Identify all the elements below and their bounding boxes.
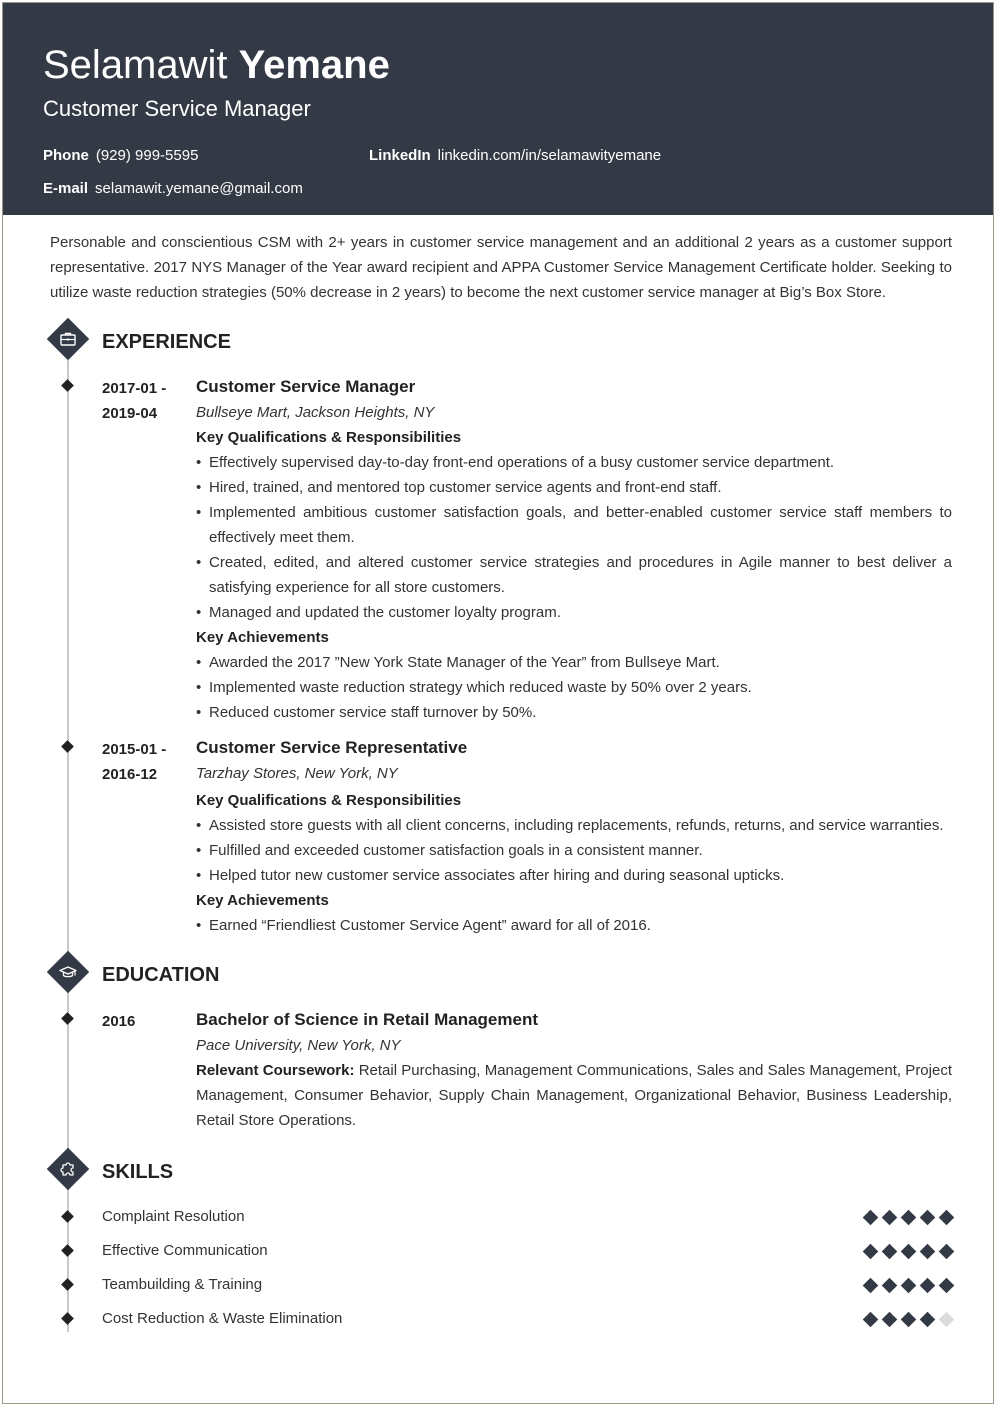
rating-diamond-filled [882, 1278, 898, 1294]
skill-name: Cost Reduction & Waste Elimination [102, 1310, 343, 1327]
rating-diamond-filled [939, 1244, 955, 1260]
skill-rating [863, 1210, 955, 1224]
list-item: • Implemented waste reduction strategy which reduced waste by 50% over 2 years. [196, 675, 952, 700]
rating-diamond-empty [939, 1312, 955, 1328]
summary: Personable and conscientious CSM with 2+ years in customer service management and an additional 2 years as a customer support representative. 2017 NYS Manager of the Year award recipient and APPA Customer Service Management Certificate holder. Seeking to utilize waste reduction strategies (50% decrease in 2 years) to become the next customer service manager at Big’s Box Store. [50, 234, 952, 301]
skill-rating [863, 1244, 955, 1258]
linkedin-label: LinkedIn [369, 147, 431, 164]
date-end: 2019-04 [102, 405, 158, 422]
ach-list [196, 913, 952, 938]
skill-name: Complaint Resolution [102, 1208, 245, 1225]
job-entry [196, 373, 952, 725]
skill-rating [863, 1312, 955, 1326]
rating-diamond-filled [901, 1244, 917, 1260]
job-role: Customer Service Manager [196, 377, 416, 396]
list-item: • Reduced customer service staff turnover by 50%. [196, 700, 952, 725]
list-item: • Awarded the 2017 ”New York State Manager of the Year” from Bullseye Mart. [196, 650, 952, 675]
job-dates [102, 376, 182, 426]
education-date: 2016 [102, 1013, 136, 1030]
rating-diamond-filled [901, 1210, 917, 1226]
rating-diamond-filled [882, 1312, 898, 1328]
job-role: Customer Service Representative [196, 738, 468, 757]
skill-name: Teambuilding & Training [102, 1276, 263, 1293]
skill-rating [863, 1278, 955, 1292]
first-name: Selamawit [43, 43, 228, 87]
candidate-name [43, 41, 390, 89]
degree: Bachelor of Science in Retail Management [196, 1010, 538, 1029]
ach-heading: Key Achievements [196, 629, 329, 646]
list-item: • Helped tutor new customer service associates after hiring and during seasonal upticks. [196, 863, 952, 888]
job-entry [196, 734, 952, 938]
resp-list [196, 450, 952, 625]
rating-diamond-filled [882, 1244, 898, 1260]
job-dates [102, 737, 182, 787]
list-item: • Earned “Friendliest Customer Service Agent” award for all of 2016. [196, 913, 952, 938]
list-item: • Managed and updated the customer loyalty program. [196, 600, 952, 625]
rating-diamond-filled [920, 1244, 936, 1260]
job-title: Customer Service Manager [43, 96, 311, 121]
contact-email [43, 179, 303, 199]
contact-phone [43, 146, 198, 166]
last-name: Yemane [238, 43, 390, 87]
experience-timeline-line [67, 360, 69, 953]
date-start: 2017-01 - [102, 380, 167, 397]
rating-diamond-filled [939, 1278, 955, 1294]
list-item: • Hired, trained, and mentored top customer service agents and front-end staff. [196, 475, 952, 500]
list-item: • Assisted store guests with all client concerns, including replacements, refunds, returns, and service warranties. [196, 813, 952, 838]
coursework-text: Retail Purchasing, Management Communications, Sales and Sales Management, Project Management, Consumer Behavior, Supply Chain Management, Organizational Behavior, Business Leadership, Retail Store Operations. [196, 1062, 952, 1129]
list-item: • Implemented ambitious customer satisfaction goals, and better-enabled customer service staff members to effectively meet them. [196, 500, 952, 550]
resp-heading: Key Qualifications & Responsibilities [196, 429, 462, 446]
education-heading: EDUCATION [102, 964, 220, 986]
coursework [196, 1058, 952, 1133]
list-item: • Created, edited, and altered customer service strategies and procedures in Agile manner to best deliver a satisfying experience for all store customers. [196, 550, 952, 600]
skills-heading: SKILLS [102, 1161, 174, 1183]
phone-value: (929) 999-5595 [95, 147, 199, 164]
contact-linkedin [369, 146, 661, 166]
experience-heading: EXPERIENCE [102, 331, 231, 353]
email-label: E-mail [43, 180, 89, 197]
job-org: Bullseye Mart, Jackson Heights, NY [196, 404, 435, 421]
email-link[interactable]: selamawit.yemane@gmail.com [95, 180, 303, 197]
resp-list [196, 813, 952, 888]
ach-heading: Key Achievements [196, 892, 329, 909]
rating-diamond-filled [863, 1244, 879, 1260]
date-start: 2015-01 - [102, 741, 167, 758]
ach-list [196, 650, 952, 725]
skill-name: Effective Communication [102, 1242, 268, 1259]
rating-diamond-filled [863, 1210, 879, 1226]
rating-diamond-filled [901, 1278, 917, 1294]
linkedin-link[interactable]: linkedin.com/in/selamawityemane [437, 147, 662, 164]
job-org: Tarzhay Stores, New York, NY [196, 765, 398, 782]
list-item: • Effectively supervised day-to-day front-end operations of a busy customer service department. [196, 450, 952, 475]
rating-diamond-filled [882, 1210, 898, 1226]
coursework-label: Relevant Coursework: [196, 1062, 355, 1079]
phone-label: Phone [43, 147, 89, 164]
rating-diamond-filled [920, 1312, 936, 1328]
education-entry [196, 1006, 952, 1133]
rating-diamond-filled [863, 1278, 879, 1294]
rating-diamond-filled [939, 1210, 955, 1226]
list-item: • Fulfilled and exceeded customer satisfaction goals in a consistent manner. [196, 838, 952, 863]
resp-heading: Key Qualifications & Responsibilities [196, 792, 462, 809]
rating-diamond-filled [920, 1278, 936, 1294]
date-end: 2016-12 [102, 766, 158, 783]
resume-header [3, 3, 993, 215]
rating-diamond-filled [863, 1312, 879, 1328]
rating-diamond-filled [920, 1210, 936, 1226]
school: Pace University, New York, NY [196, 1037, 401, 1054]
rating-diamond-filled [901, 1312, 917, 1328]
